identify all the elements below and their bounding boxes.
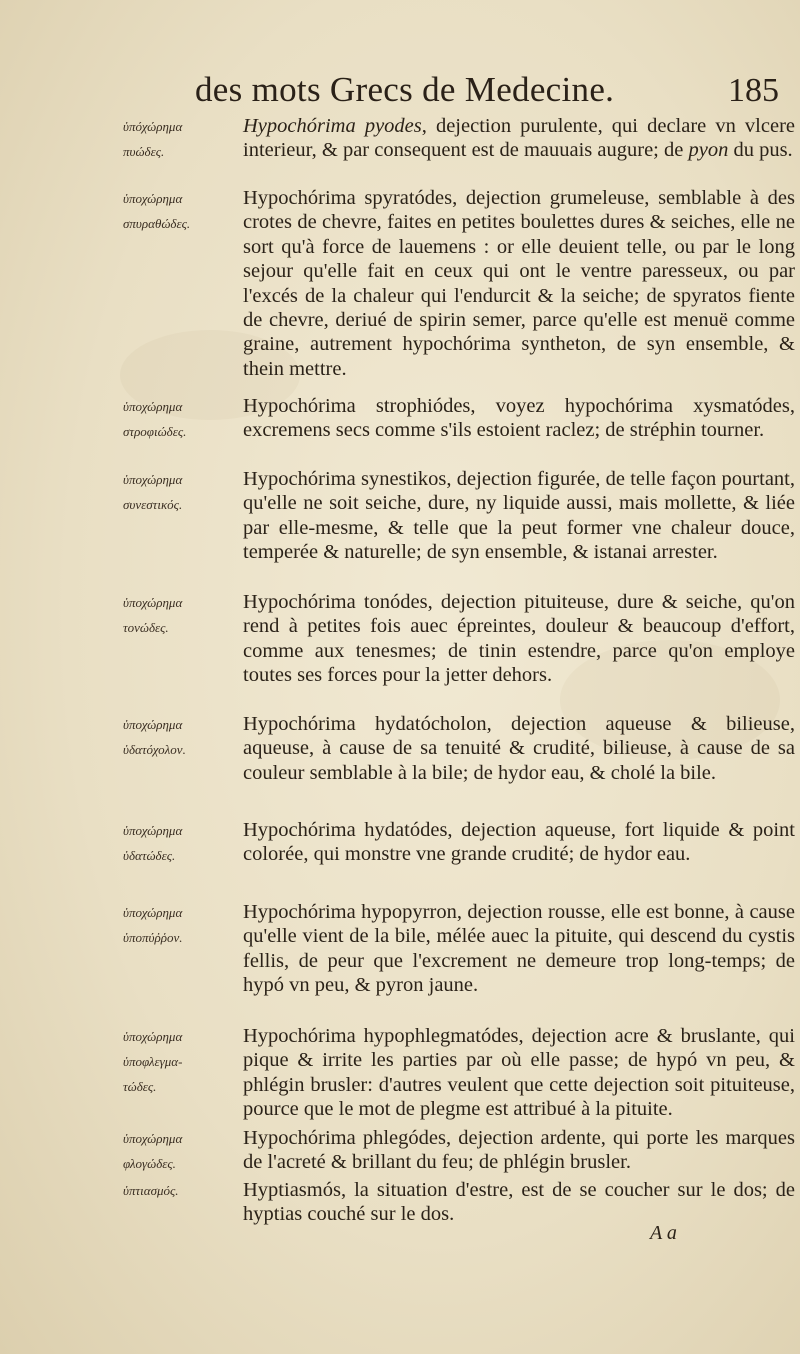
- entry-text: Hypochórima strophiódes, voyez hypochórima xysmatódes, excremens secs comme s'ils estoient raclez; de stréphin tourner.: [243, 395, 795, 442]
- entry-text: Hypochórima hypopyrron, dejection rousse, elle est bonne, à cause qu'elle vient de la bile, mélée auec la pituite, qui descend du cystis fellis, de peur que l'excrement ne demeure trop long-temps; de hypó vn peu, & pyron jaune.: [243, 901, 795, 997]
- greek-margin-note: ὑπτιασμός.: [123, 1183, 179, 1198]
- greek-margin-note: ὑποχώρημα ὑποφλεγμα- τώδες.: [123, 1029, 183, 1094]
- entry-text: Hypochórima pyodes, dejection purulente, qui declare vn vlcere interieur, & par consequent est de mauuais augure; de pyon du pus.: [243, 115, 796, 162]
- signature-mark: A a: [650, 1222, 677, 1244]
- greek-margin-note: ὑποχώρημα συνεστικός.: [123, 472, 183, 512]
- greek-margin-note: ὑποχώρημα στροφιώδες.: [123, 399, 187, 439]
- greek-margin-note: ὑποχώρημα τονώδες.: [123, 595, 183, 635]
- page-number: 185: [728, 72, 779, 109]
- greek-margin-note: ὑποχώρημα φλογώδες.: [123, 1131, 183, 1171]
- greek-margin-note: ὑπόχώρημα πυώδες.: [123, 119, 183, 159]
- entry-text: Hypochórima hydatódes, dejection aqueuse, fort liquide & point colorée, qui monstre vne grande crudité; de hydor eau.: [243, 819, 795, 866]
- entry-text: Hyptiasmós, la situation d'estre, est de se coucher sur le dos; de hyptias couché sur le dos.: [243, 1179, 795, 1226]
- entry-text: Hypochórima synestikos, dejection figurée, de telle façon pourtant, qu'elle ne soit seiche, dure, ny liquide aussi, mais mollette, & liée par elle-mesme, & telle que la peut former vne chaleur douce, temperée & naturelle; de syn ensemble, & istanai arrester.: [243, 468, 795, 564]
- greek-margin-note: ὑποχώρημα ὑδατώδες.: [123, 823, 183, 863]
- greek-margin-note: ὑποχώρημα ὑδατόχολον.: [123, 717, 186, 757]
- entry-text: Hypochórima hypophlegmatódes, dejection acre & bruslante, qui pique & irrite les parties par où elle passe; de hypó vn peu, & phlégin brusler: d'autres veulent que cette dejection soit pituiteuse, pource que le mot de plegme est attribué à la pituite.: [243, 1025, 795, 1121]
- entry-text: Hypochórima hydatócholon, dejection aqueuse & bilieuse, aqueuse, à cause de sa tenuité & crudité, bilieuse, à cause de sa couleur semblable à la bile; de hydor eau, & cholé la bile.: [243, 713, 795, 784]
- greek-margin-note: ὑποχώρημα ὑποπύῤῥον.: [123, 905, 183, 945]
- entry-text: Hypochórima tonódes, dejection pituiteuse, dure & seiche, qu'on rend à petites fois auec épreintes, douleur & beaucoup d'effort, comme aux tenesmes; de tinin estendre, parce qu'on employe toutes ses forces pour la jetter dehors.: [243, 591, 795, 687]
- entry-text: Hypochórima spyratódes, dejection grumeleuse, semblable à des crotes de chevre, faites en petites boulettes dures & seiches, elle ne sort qu'à force de lauemens : or elle deuient telle, ou par le long sejour qu'elle fait en ceux qui ont le ventre paresseux, ou par l'excés de la chaleur qui l'endurcit & la seiche; de spyratos fiente de chevre, deriué de spirin semer, parce qu'elle est menuë comme graine, autrement hypochórima syntheton, de syn ensemble, & thein mettre.: [243, 187, 795, 380]
- running-head: des mots Grecs de Medecine.: [195, 70, 615, 109]
- entry-text: Hypochórima phlegódes, dejection ardente, qui porte les marques de l'acreté & brillant du feu; de phlégin brusler.: [243, 1127, 795, 1174]
- greek-margin-note: ὑποχώρημα σπυραθώδες.: [123, 191, 191, 231]
